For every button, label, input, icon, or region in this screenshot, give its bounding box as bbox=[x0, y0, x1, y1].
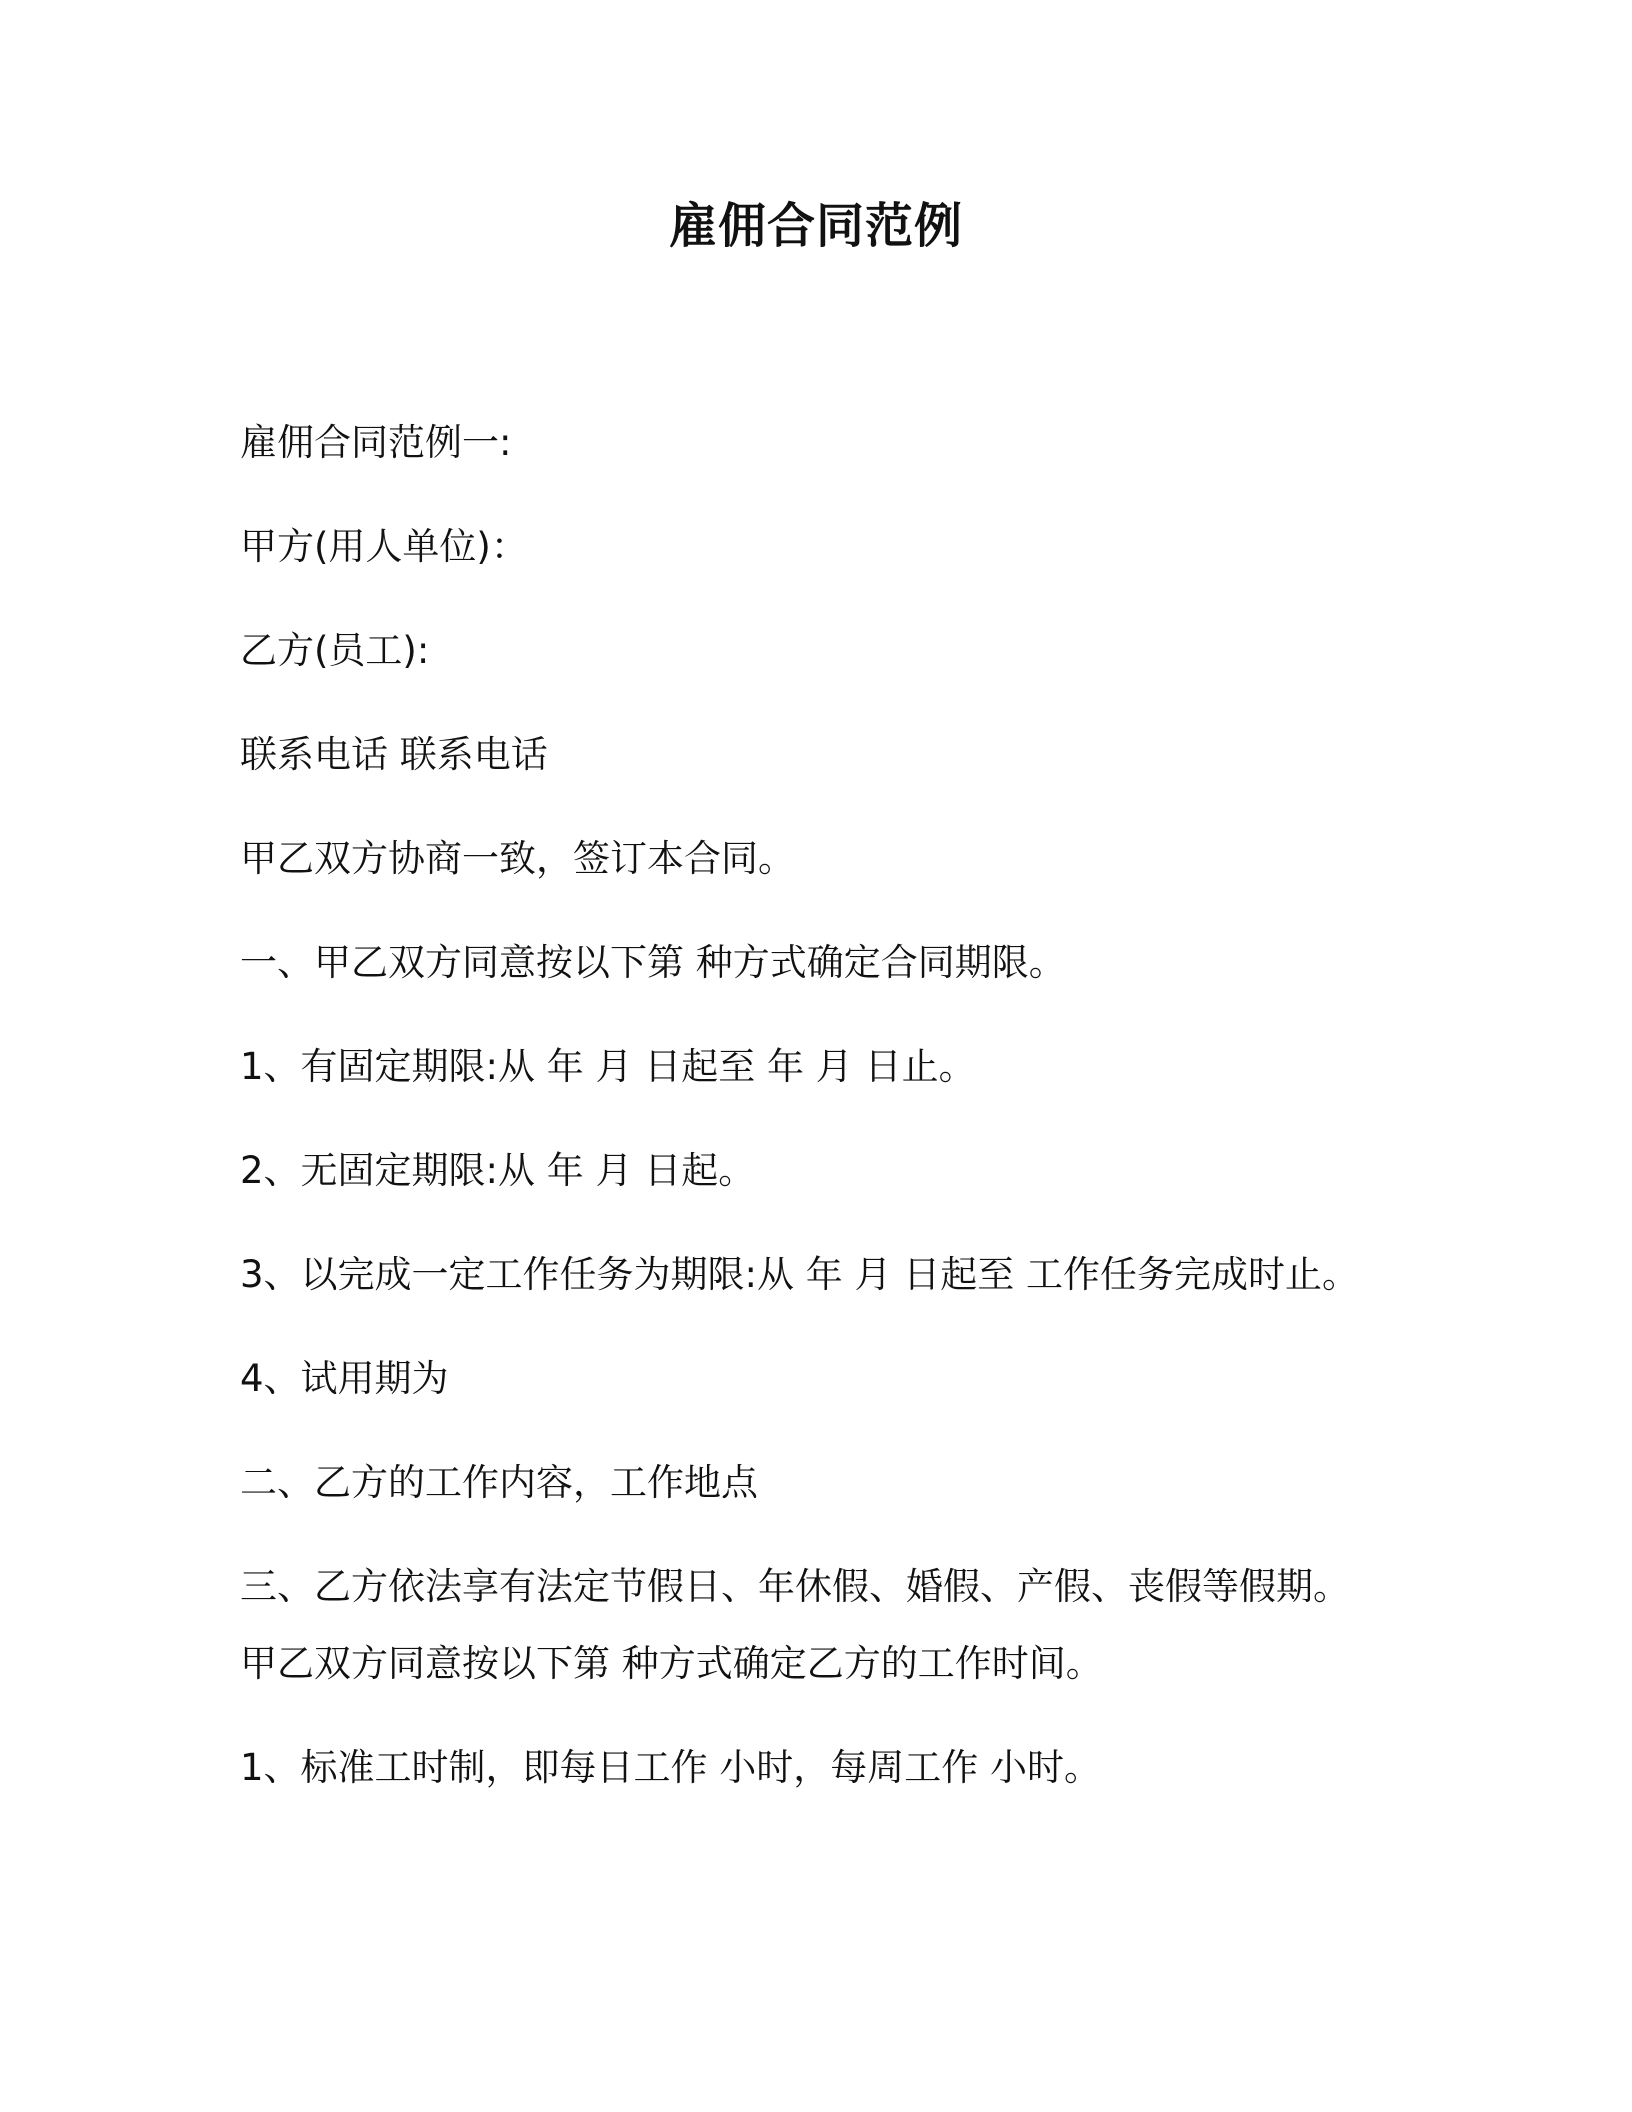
clause-one-item-3: 3、以完成一定工作任务为期限:从 年 月 日起至 工作任务完成时止。 bbox=[240, 1253, 1360, 1296]
clause-one-item-2: 2、无固定期限:从 年 月 日起。 bbox=[240, 1149, 756, 1192]
agreement-line: 甲乙双方协商一致，签订本合同。 bbox=[240, 837, 795, 880]
section-heading: 雇佣合同范例一: bbox=[240, 421, 512, 464]
working-hours-line: 甲乙双方同意按以下第 种方式确定乙方的工作时间。 bbox=[240, 1642, 1103, 1685]
clause-two-heading: 二、乙方的工作内容，工作地点 bbox=[240, 1461, 758, 1504]
document-title: 雇佣合同范例 bbox=[668, 198, 963, 254]
clause-one-item-4: 4、试用期为 bbox=[240, 1357, 449, 1400]
contact-phone-line: 联系电话 联系电话 bbox=[240, 733, 548, 776]
clause-three-heading: 三、乙方依法享有法定节假日、年休假、婚假、产假、丧假等假期。 bbox=[240, 1565, 1350, 1608]
clause-one-heading: 一、甲乙双方同意按以下第 种方式确定合同期限。 bbox=[240, 941, 1066, 984]
party-b-line: 乙方(员工): bbox=[240, 629, 430, 672]
party-a-line: 甲方(用人单位)： bbox=[240, 525, 528, 568]
document-body bbox=[240, 418, 1440, 1793]
clause-one-item-1: 1、有固定期限:从 年 月 日起至 年 月 日止。 bbox=[240, 1045, 976, 1088]
working-hours-item-1: 1、标准工时制，即每日工作 小时，每周工作 小时。 bbox=[240, 1746, 1102, 1789]
